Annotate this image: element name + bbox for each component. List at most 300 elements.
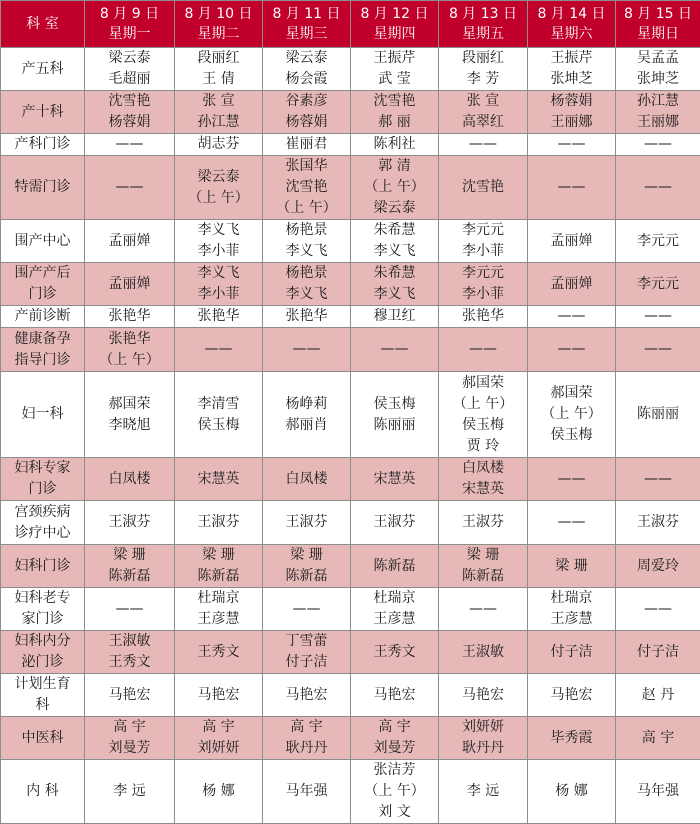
doctor-name: —— — [528, 134, 615, 155]
dept-name-cell — [1, 134, 85, 156]
table-row — [1, 263, 700, 306]
doctor-name: —— — [616, 339, 700, 360]
table-row — [1, 91, 700, 134]
doctor-name: 张艳华 — [85, 306, 174, 327]
doctor-name: 李小菲 — [439, 241, 527, 262]
doctor-name: 穆卫红 — [351, 306, 438, 327]
day-header: 8 月 13 日 星期五 — [439, 1, 528, 48]
schedule-cell — [263, 48, 351, 91]
schedule-cell — [528, 263, 616, 306]
schedule-cell — [175, 91, 263, 134]
doctor-name: （上 午） — [351, 781, 438, 802]
doctor-name: 郭 清 — [351, 156, 438, 177]
doctor-name: —— — [175, 339, 262, 360]
dept-name-line: 特需门诊 — [1, 177, 84, 198]
doctor-name: 杨会霞 — [263, 69, 350, 90]
doctor-name: 沈雪艳 — [85, 91, 174, 112]
table-row — [1, 760, 700, 824]
schedule-cell — [616, 588, 700, 631]
schedule-cell — [85, 458, 175, 501]
schedule-cell — [528, 306, 616, 328]
schedule-cell — [528, 631, 616, 674]
day-header: 8 月 12 日 星期四 — [351, 1, 439, 48]
schedule-cell — [528, 588, 616, 631]
schedule-cell — [351, 156, 439, 220]
doctor-name: —— — [616, 306, 700, 327]
doctor-name: —— — [616, 469, 700, 490]
doctor-name: 杨峥莉 — [263, 394, 350, 415]
doctor-name: 李元元 — [439, 263, 527, 284]
doctor-name: 王秀文 — [351, 642, 438, 663]
schedule-cell — [85, 588, 175, 631]
schedule-cell — [439, 134, 528, 156]
doctor-name: 王淑芬 — [616, 512, 700, 533]
schedule-cell — [616, 328, 700, 372]
schedule-cell — [351, 91, 439, 134]
doctor-name: 张 宣 — [439, 91, 527, 112]
schedule-cell — [351, 48, 439, 91]
doctor-name: 李 远 — [85, 781, 174, 802]
dept-name-line: 妇科门诊 — [1, 556, 84, 577]
doctor-name: —— — [351, 339, 438, 360]
schedule-cell — [616, 760, 700, 824]
doctor-name: 郝国荣 — [439, 373, 527, 394]
doctor-name: 刘妍妍 — [175, 738, 262, 759]
doctor-name: —— — [616, 177, 700, 198]
doctor-name: 李义飞 — [175, 263, 262, 284]
doctor-name: 陈新磊 — [439, 566, 527, 587]
doctor-name: 段丽红 — [439, 48, 527, 69]
doctor-name: 陈新磊 — [85, 566, 174, 587]
dept-name-cell — [1, 372, 85, 458]
doctor-name: 刘 文 — [351, 802, 438, 823]
schedule-cell — [85, 48, 175, 91]
dept-name-line: 门诊 — [1, 284, 84, 305]
dept-name-cell — [1, 501, 85, 545]
doctor-name: 李晓旭 — [85, 415, 174, 436]
doctor-name: 李清雪 — [175, 394, 262, 415]
schedule-cell — [85, 501, 175, 545]
table-row — [1, 48, 700, 91]
table-row — [1, 501, 700, 545]
schedule-cell — [439, 760, 528, 824]
doctor-name: 杨 娜 — [528, 781, 615, 802]
doctor-name: 王淑芬 — [85, 512, 174, 533]
schedule-cell — [616, 134, 700, 156]
schedule-cell — [175, 306, 263, 328]
schedule-cell — [175, 48, 263, 91]
doctor-name: 孟丽婵 — [528, 274, 615, 295]
doctor-name: 孙江慧 — [175, 112, 262, 133]
doctor-name: 周爱玲 — [616, 556, 700, 577]
doctor-name: 李元元 — [616, 274, 700, 295]
doctor-name: 丁雪蕾 — [263, 631, 350, 652]
day-header: 8 月 9 日 星期一 — [85, 1, 175, 48]
dept-name-cell — [1, 48, 85, 91]
doctor-name: 谷素彦 — [263, 91, 350, 112]
schedule-cell — [439, 372, 528, 458]
schedule-cell — [263, 501, 351, 545]
schedule-cell — [439, 328, 528, 372]
doctor-name: 沈雪艳 — [439, 177, 527, 198]
schedule-cell — [616, 501, 700, 545]
schedule-cell — [439, 263, 528, 306]
doctor-name: —— — [439, 339, 527, 360]
doctor-name: 侯玉梅 — [439, 415, 527, 436]
schedule-cell — [616, 458, 700, 501]
dept-name-line: 围产中心 — [1, 231, 84, 252]
schedule-cell — [351, 674, 439, 717]
doctor-name: 马年强 — [616, 781, 700, 802]
doctor-name: 李 芳 — [439, 69, 527, 90]
doctor-name: 杨蓉娟 — [528, 91, 615, 112]
doctor-name: 张坤芝 — [528, 69, 615, 90]
schedule-cell — [528, 134, 616, 156]
doctor-name: 马年强 — [263, 781, 350, 802]
doctor-name: 马艳宏 — [528, 685, 615, 706]
dept-name-cell — [1, 760, 85, 824]
doctor-name: 侯玉梅 — [175, 415, 262, 436]
schedule-cell — [616, 372, 700, 458]
schedule-cell — [351, 545, 439, 588]
schedule-cell — [616, 631, 700, 674]
table-row — [1, 306, 700, 328]
doctor-name: 李义飞 — [263, 241, 350, 262]
schedule-cell — [351, 717, 439, 760]
doctor-name: 郝 丽 — [351, 112, 438, 133]
doctor-name: 付子洁 — [263, 652, 350, 673]
dept-name-line: 健康备孕 — [1, 329, 84, 350]
schedule-cell — [175, 263, 263, 306]
doctor-name: 张艳华 — [263, 306, 350, 327]
doctor-name: 沈雪艳 — [263, 177, 350, 198]
doctor-name: 耿丹丹 — [439, 738, 527, 759]
schedule-cell — [175, 328, 263, 372]
doctor-name: 毕秀霞 — [528, 728, 615, 749]
doctor-name: 李小菲 — [175, 284, 262, 305]
doctor-name: 张艳华 — [85, 329, 174, 350]
doctor-name: 李义飞 — [263, 284, 350, 305]
table-row — [1, 328, 700, 372]
doctor-name: 武 莹 — [351, 69, 438, 90]
doctor-name: 杜瑞京 — [528, 588, 615, 609]
doctor-name: （上 午） — [263, 198, 350, 219]
schedule-cell — [616, 306, 700, 328]
doctor-name: 高 宇 — [175, 717, 262, 738]
schedule-cell — [528, 156, 616, 220]
doctor-name: 朱希慧 — [351, 220, 438, 241]
doctor-name: 王淑芬 — [175, 512, 262, 533]
doctor-name: 付子洁 — [616, 642, 700, 663]
schedule-cell — [351, 588, 439, 631]
schedule-cell — [439, 48, 528, 91]
schedule-cell — [439, 220, 528, 263]
schedule-cell — [85, 674, 175, 717]
doctor-name: 李小菲 — [175, 241, 262, 262]
schedule-cell — [85, 328, 175, 372]
doctor-name: 王丽娜 — [528, 112, 615, 133]
dept-name-line: 泌门诊 — [1, 652, 84, 673]
doctor-name: 孙江慧 — [616, 91, 700, 112]
schedule-cell — [351, 306, 439, 328]
schedule-cell — [439, 545, 528, 588]
doctor-name: 杨蓉娟 — [263, 112, 350, 133]
doctor-name: 刘曼芳 — [351, 738, 438, 759]
schedule-cell — [175, 760, 263, 824]
doctor-name: 刘妍妍 — [439, 717, 527, 738]
doctor-name: 张坤芝 — [616, 69, 700, 90]
schedule-cell — [263, 717, 351, 760]
doctor-name: 张 宣 — [175, 91, 262, 112]
schedule-cell — [439, 501, 528, 545]
doctor-name: 贾 玲 — [439, 436, 527, 457]
schedule-cell — [351, 328, 439, 372]
doctor-name: 王 倩 — [175, 69, 262, 90]
day-header: 8 月 15 日 星期日 — [616, 1, 700, 48]
table-row — [1, 588, 700, 631]
schedule-cell — [263, 263, 351, 306]
doctor-name: （上 午） — [528, 404, 615, 425]
doctor-name: 梁云泰 — [175, 167, 262, 188]
doctor-name: 王秀文 — [85, 652, 174, 673]
schedule-cell — [175, 134, 263, 156]
schedule-cell — [351, 458, 439, 501]
dept-name-line: 门诊 — [1, 479, 84, 500]
doctor-name: 王淑敏 — [439, 642, 527, 663]
doctor-name: 段丽红 — [175, 48, 262, 69]
dept-name-line: 围产产后 — [1, 263, 84, 284]
doctor-name: 张国华 — [263, 156, 350, 177]
schedule-cell — [85, 306, 175, 328]
schedule-cell — [351, 372, 439, 458]
schedule-cell — [263, 588, 351, 631]
doctor-name: 王淑芬 — [351, 512, 438, 533]
doctor-name: 马艳宏 — [263, 685, 350, 706]
dept-name-line: 诊疗中心 — [1, 523, 84, 544]
doctor-name: 杜瑞京 — [351, 588, 438, 609]
schedule-cell — [351, 263, 439, 306]
doctor-name: 马艳宏 — [85, 685, 174, 706]
schedule-cell — [528, 328, 616, 372]
dept-name-cell — [1, 631, 85, 674]
table-row — [1, 458, 700, 501]
schedule-cell — [528, 717, 616, 760]
doctor-name: —— — [263, 599, 350, 620]
dept-name-cell — [1, 156, 85, 220]
doctor-name: 高 宇 — [85, 717, 174, 738]
doctor-name: 付子洁 — [528, 642, 615, 663]
dept-name-line: 家门诊 — [1, 609, 84, 630]
dept-header: 科 室 — [1, 1, 85, 48]
dept-name-line: 产科门诊 — [1, 134, 84, 155]
doctor-name: 耿丹丹 — [263, 738, 350, 759]
doctor-name: 孟丽婵 — [528, 231, 615, 252]
doctor-name: 宋慧英 — [351, 469, 438, 490]
schedule-cell — [175, 220, 263, 263]
schedule-cell — [351, 220, 439, 263]
doctor-name: 李义飞 — [351, 241, 438, 262]
doctor-name: 李 远 — [439, 781, 527, 802]
schedule-cell — [263, 134, 351, 156]
doctor-name: 陈利社 — [351, 134, 438, 155]
schedule-cell — [175, 717, 263, 760]
schedule-cell — [85, 760, 175, 824]
schedule-cell — [439, 458, 528, 501]
doctor-name: 杜瑞京 — [175, 588, 262, 609]
schedule-cell — [351, 631, 439, 674]
doctor-name: 马艳宏 — [175, 685, 262, 706]
doctor-name: 白凤楼 — [85, 469, 174, 490]
table-row — [1, 674, 700, 717]
schedule-cell — [175, 458, 263, 501]
doctor-name: 杨艳景 — [263, 263, 350, 284]
doctor-name: 胡志芬 — [175, 134, 262, 155]
schedule-cell — [616, 674, 700, 717]
header-row — [1, 1, 700, 48]
schedule-cell — [439, 588, 528, 631]
schedule-cell — [85, 263, 175, 306]
schedule-cell — [263, 760, 351, 824]
doctor-name: —— — [616, 134, 700, 155]
schedule-cell — [528, 91, 616, 134]
schedule-cell — [616, 48, 700, 91]
schedule-cell — [439, 631, 528, 674]
doctor-name: —— — [528, 469, 615, 490]
schedule-cell — [263, 372, 351, 458]
doctor-name: 宋慧英 — [175, 469, 262, 490]
dept-name-cell — [1, 220, 85, 263]
day-header: 8 月 14 日 星期六 — [528, 1, 616, 48]
doctor-name: 王淑芬 — [439, 512, 527, 533]
schedule-cell — [351, 134, 439, 156]
doctor-name: 宋慧英 — [439, 479, 527, 500]
doctor-name: 侯玉梅 — [351, 394, 438, 415]
doctor-name: 张洁芳 — [351, 760, 438, 781]
schedule-cell — [528, 545, 616, 588]
schedule-cell — [439, 674, 528, 717]
dept-name-cell — [1, 306, 85, 328]
dept-name-cell — [1, 717, 85, 760]
doctor-name: 杨 娜 — [175, 781, 262, 802]
schedule-cell — [85, 220, 175, 263]
doctor-name: —— — [85, 599, 174, 620]
schedule-cell — [175, 372, 263, 458]
doctor-name: 孟丽婵 — [85, 231, 174, 252]
doctor-name: —— — [439, 599, 527, 620]
doctor-name: 梁云泰 — [351, 198, 438, 219]
doctor-name: 王彦慧 — [175, 609, 262, 630]
dept-name-cell — [1, 91, 85, 134]
doctor-name: 王秀文 — [175, 642, 262, 663]
dept-name-cell — [1, 458, 85, 501]
schedule-cell — [528, 372, 616, 458]
doctor-name: 李义飞 — [175, 220, 262, 241]
schedule-cell — [528, 48, 616, 91]
dept-name-cell — [1, 263, 85, 306]
doctor-name: 李元元 — [439, 220, 527, 241]
schedule-cell — [263, 674, 351, 717]
doctor-name: 王彦慧 — [528, 609, 615, 630]
doctor-name: 高 宇 — [263, 717, 350, 738]
doctor-name: —— — [528, 339, 615, 360]
doctor-name: 郝丽肖 — [263, 415, 350, 436]
schedule-cell — [263, 220, 351, 263]
doctor-name: 张艳华 — [439, 306, 527, 327]
schedule-cell — [263, 306, 351, 328]
doctor-name: 陈新磊 — [263, 566, 350, 587]
doctor-name: —— — [616, 599, 700, 620]
doctor-name: 吴孟孟 — [616, 48, 700, 69]
day-header: 8 月 11 日 星期三 — [263, 1, 351, 48]
schedule-cell — [175, 156, 263, 220]
schedule-cell — [263, 328, 351, 372]
doctor-name: 沈雪艳 — [351, 91, 438, 112]
doctor-name: 王淑芬 — [263, 512, 350, 533]
table-row — [1, 156, 700, 220]
doctor-name: 王彦慧 — [351, 609, 438, 630]
schedule-cell — [175, 545, 263, 588]
doctor-name: 郝国荣 — [528, 383, 615, 404]
dept-name-line: 产十科 — [1, 102, 84, 123]
doctor-name: —— — [528, 306, 615, 327]
schedule-cell — [263, 156, 351, 220]
table-row — [1, 717, 700, 760]
schedule-cell — [528, 458, 616, 501]
doctor-name: 梁 珊 — [85, 545, 174, 566]
schedule-cell — [528, 220, 616, 263]
schedule-cell — [439, 156, 528, 220]
table-row — [1, 220, 700, 263]
doctor-name: 马艳宏 — [439, 685, 527, 706]
dept-name-line: 产五科 — [1, 59, 84, 80]
doctor-name: 侯玉梅 — [528, 425, 615, 446]
doctor-name: （上 午） — [351, 177, 438, 198]
doctor-name: 崔丽君 — [263, 134, 350, 155]
doctor-name: 王振芹 — [351, 48, 438, 69]
doctor-name: 白凤楼 — [439, 458, 527, 479]
table-row — [1, 134, 700, 156]
schedule-cell — [616, 263, 700, 306]
dept-name-cell — [1, 588, 85, 631]
schedule-cell — [528, 501, 616, 545]
doctor-name: 郝国荣 — [85, 394, 174, 415]
dept-name-line: 妇科专家 — [1, 458, 84, 479]
schedule-cell — [616, 220, 700, 263]
schedule-cell — [85, 91, 175, 134]
doctor-name: 梁云泰 — [263, 48, 350, 69]
schedule-cell — [616, 156, 700, 220]
doctor-name: 陈丽丽 — [351, 415, 438, 436]
schedule-cell — [528, 674, 616, 717]
schedule-cell — [85, 717, 175, 760]
doctor-name: 李小菲 — [439, 284, 527, 305]
doctor-name: 白凤楼 — [263, 469, 350, 490]
table-row — [1, 545, 700, 588]
doctor-name: —— — [528, 512, 615, 533]
doctor-name: 王淑敏 — [85, 631, 174, 652]
dept-name-cell — [1, 674, 85, 717]
schedule-cell — [263, 458, 351, 501]
doctor-name: —— — [528, 177, 615, 198]
dept-name-cell — [1, 545, 85, 588]
doctor-name: 梁云泰 — [85, 48, 174, 69]
day-header: 8 月 10 日 星期二 — [175, 1, 263, 48]
doctor-name: （上 午） — [85, 350, 174, 371]
doctor-name: 孟丽婵 — [85, 274, 174, 295]
schedule-cell — [439, 717, 528, 760]
doctor-name: 陈新磊 — [175, 566, 262, 587]
dept-name-line: 内 科 — [1, 781, 84, 802]
